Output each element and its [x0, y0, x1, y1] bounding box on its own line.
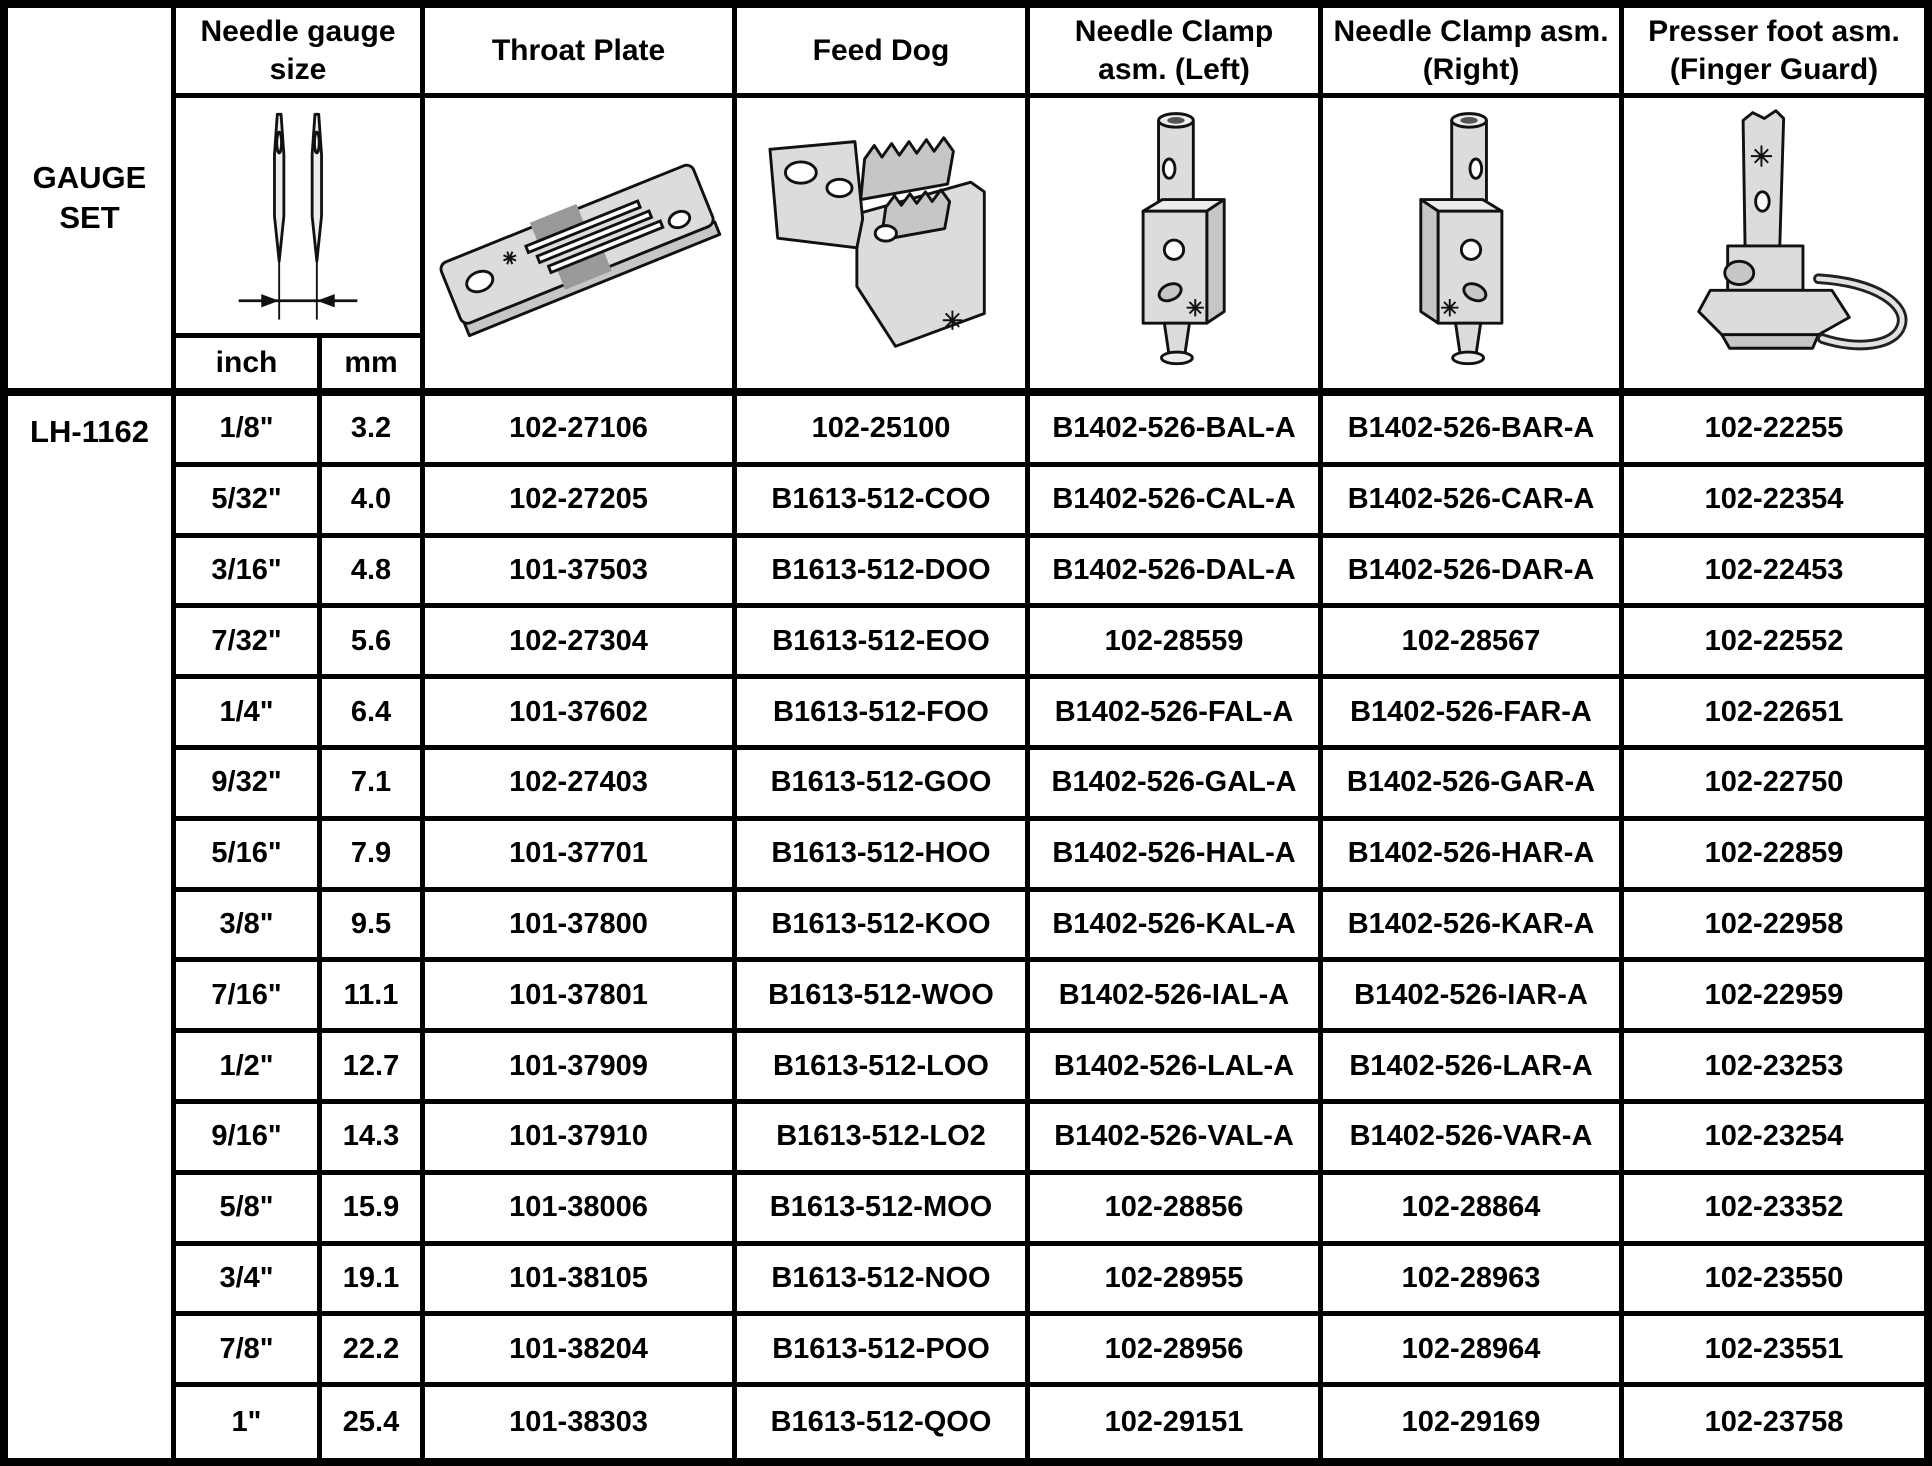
- corner-label: GAUGE SET: [8, 8, 176, 396]
- cell-feed-dog: B1613-512-KOO: [737, 892, 1030, 963]
- throat-plate-illustration-cell: [425, 98, 737, 396]
- cell-needle-clamp-left: B1402-526-LAL-A: [1030, 1033, 1323, 1104]
- cell-throat-plate: 102-27106: [425, 396, 737, 467]
- cell-mm: 12.7: [322, 1033, 425, 1104]
- cell-inch: 3/8": [176, 892, 322, 963]
- presser-foot-icon: [1629, 103, 1919, 383]
- cell-presser-foot: 102-23551: [1624, 1316, 1924, 1387]
- cell-inch: 1/4": [176, 679, 322, 750]
- cell-presser-foot: 102-22958: [1624, 892, 1924, 963]
- column-header-needle-clamp-right: Needle Clamp asm. (Right): [1323, 8, 1624, 98]
- needle-clamp-right-illustration-cell: [1323, 98, 1624, 396]
- cell-needle-clamp-right: B1402-526-VAR-A: [1323, 1104, 1624, 1175]
- cell-needle-clamp-right: 102-28864: [1323, 1175, 1624, 1246]
- cell-throat-plate: 101-38105: [425, 1246, 737, 1317]
- cell-inch: 7/32": [176, 608, 322, 679]
- cell-throat-plate: 102-27205: [425, 467, 737, 538]
- cell-presser-foot: 102-22651: [1624, 679, 1924, 750]
- cell-inch: 5/16": [176, 821, 322, 892]
- feed-dog-illustration-cell: [737, 98, 1030, 396]
- needle-gauge-illustration-cell: [176, 98, 425, 338]
- cell-throat-plate: 101-37801: [425, 962, 737, 1033]
- cell-throat-plate: 101-37909: [425, 1033, 737, 1104]
- needle-clamp-right-icon: [1381, 103, 1561, 383]
- cell-needle-clamp-left: B1402-526-VAL-A: [1030, 1104, 1323, 1175]
- cell-feed-dog: B1613-512-QOO: [737, 1387, 1030, 1458]
- cell-inch: 7/16": [176, 962, 322, 1033]
- cell-needle-clamp-right: B1402-526-IAR-A: [1323, 962, 1624, 1033]
- cell-mm: 5.6: [322, 608, 425, 679]
- cell-needle-clamp-right: 102-28567: [1323, 608, 1624, 679]
- cell-presser-foot: 102-22255: [1624, 396, 1924, 467]
- cell-inch: 3/16": [176, 538, 322, 609]
- cell-needle-clamp-left: B1402-526-GAL-A: [1030, 750, 1323, 821]
- cell-mm: 7.9: [322, 821, 425, 892]
- cell-throat-plate: 101-37701: [425, 821, 737, 892]
- cell-mm: 19.1: [322, 1246, 425, 1317]
- cell-needle-clamp-left: B1402-526-BAL-A: [1030, 396, 1323, 467]
- cell-presser-foot: 102-23253: [1624, 1033, 1924, 1104]
- cell-feed-dog: B1613-512-MOO: [737, 1175, 1030, 1246]
- column-header-needle-gauge-size: Needle gauge size: [176, 8, 425, 98]
- cell-presser-foot: 102-22354: [1624, 467, 1924, 538]
- presser-foot-illustration-cell: [1624, 98, 1924, 396]
- cell-inch: 5/32": [176, 467, 322, 538]
- cell-feed-dog: B1613-512-LO2: [737, 1104, 1030, 1175]
- cell-needle-clamp-left: B1402-526-FAL-A: [1030, 679, 1323, 750]
- cell-needle-clamp-right: B1402-526-FAR-A: [1323, 679, 1624, 750]
- cell-needle-clamp-right: B1402-526-GAR-A: [1323, 750, 1624, 821]
- cell-inch: 7/8": [176, 1316, 322, 1387]
- cell-mm: 7.1: [322, 750, 425, 821]
- cell-mm: 4.8: [322, 538, 425, 609]
- cell-needle-clamp-right: B1402-526-CAR-A: [1323, 467, 1624, 538]
- cell-needle-clamp-right: B1402-526-KAR-A: [1323, 892, 1624, 963]
- cell-presser-foot: 102-23254: [1624, 1104, 1924, 1175]
- cell-needle-clamp-left: B1402-526-IAL-A: [1030, 962, 1323, 1033]
- cell-needle-clamp-right: B1402-526-BAR-A: [1323, 396, 1624, 467]
- subheader-inch: inch: [176, 338, 322, 396]
- subheader-mm: mm: [322, 338, 425, 396]
- cell-feed-dog: B1613-512-GOO: [737, 750, 1030, 821]
- cell-feed-dog: B1613-512-POO: [737, 1316, 1030, 1387]
- cell-feed-dog: B1613-512-FOO: [737, 679, 1030, 750]
- cell-inch: 1/2": [176, 1033, 322, 1104]
- cell-presser-foot: 102-22859: [1624, 821, 1924, 892]
- cell-mm: 6.4: [322, 679, 425, 750]
- cell-presser-foot: 102-23758: [1624, 1387, 1924, 1458]
- cell-mm: 25.4: [322, 1387, 425, 1458]
- cell-throat-plate: 101-37602: [425, 679, 737, 750]
- cell-mm: 4.0: [322, 467, 425, 538]
- cell-mm: 3.2: [322, 396, 425, 467]
- cell-presser-foot: 102-22453: [1624, 538, 1924, 609]
- cell-needle-clamp-left: 102-29151: [1030, 1387, 1323, 1458]
- cell-needle-clamp-left: B1402-526-CAL-A: [1030, 467, 1323, 538]
- cell-needle-clamp-left: B1402-526-HAL-A: [1030, 821, 1323, 892]
- cell-feed-dog: B1613-512-LOO: [737, 1033, 1030, 1104]
- column-header-presser-foot: Presser foot asm. (Finger Guard): [1624, 8, 1924, 98]
- needle-clamp-left-icon: [1084, 103, 1264, 383]
- cell-throat-plate: 101-38006: [425, 1175, 737, 1246]
- cell-needle-clamp-left: B1402-526-KAL-A: [1030, 892, 1323, 963]
- cell-throat-plate: 101-38204: [425, 1316, 737, 1387]
- cell-throat-plate: 102-27304: [425, 608, 737, 679]
- cell-needle-clamp-left: B1402-526-DAL-A: [1030, 538, 1323, 609]
- cell-mm: 15.9: [322, 1175, 425, 1246]
- cell-inch: 5/8": [176, 1175, 322, 1246]
- column-header-feed-dog: Feed Dog: [737, 8, 1030, 98]
- cell-presser-foot: 102-22552: [1624, 608, 1924, 679]
- cell-needle-clamp-right: 102-28964: [1323, 1316, 1624, 1387]
- cell-feed-dog: B1613-512-COO: [737, 467, 1030, 538]
- cell-feed-dog: B1613-512-HOO: [737, 821, 1030, 892]
- cell-needle-clamp-left: 102-28856: [1030, 1175, 1323, 1246]
- needle-clamp-left-illustration-cell: [1030, 98, 1323, 396]
- cell-presser-foot: 102-23352: [1624, 1175, 1924, 1246]
- cell-needle-clamp-right: 102-28963: [1323, 1246, 1624, 1317]
- cell-presser-foot: 102-22750: [1624, 750, 1924, 821]
- cell-feed-dog: 102-25100: [737, 396, 1030, 467]
- cell-mm: 9.5: [322, 892, 425, 963]
- cell-needle-clamp-left: 102-28559: [1030, 608, 1323, 679]
- cell-needle-clamp-right: B1402-526-LAR-A: [1323, 1033, 1624, 1104]
- cell-needle-clamp-right: B1402-526-DAR-A: [1323, 538, 1624, 609]
- cell-mm: 11.1: [322, 962, 425, 1033]
- model-label: LH-1162: [8, 396, 176, 1458]
- cell-needle-clamp-right: B1402-526-HAR-A: [1323, 821, 1624, 892]
- cell-needle-clamp-left: 102-28956: [1030, 1316, 1323, 1387]
- cell-needle-clamp-left: 102-28955: [1030, 1246, 1323, 1317]
- cell-inch: 1/8": [176, 396, 322, 467]
- needle-gauge-icon: [180, 103, 416, 329]
- cell-throat-plate: 101-38303: [425, 1387, 737, 1458]
- cell-throat-plate: 101-37800: [425, 892, 737, 963]
- cell-throat-plate: 102-27403: [425, 750, 737, 821]
- column-header-needle-clamp-left: Needle Clamp asm. (Left): [1030, 8, 1323, 98]
- cell-throat-plate: 101-37503: [425, 538, 737, 609]
- cell-throat-plate: 101-37910: [425, 1104, 737, 1175]
- cell-feed-dog: B1613-512-NOO: [737, 1246, 1030, 1317]
- feed-dog-icon: [741, 103, 1021, 383]
- cell-presser-foot: 102-23550: [1624, 1246, 1924, 1317]
- cell-feed-dog: B1613-512-EOO: [737, 608, 1030, 679]
- cell-mm: 14.3: [322, 1104, 425, 1175]
- cell-inch: 9/16": [176, 1104, 322, 1175]
- cell-feed-dog: B1613-512-DOO: [737, 538, 1030, 609]
- column-header-throat-plate: Throat Plate: [425, 8, 737, 98]
- cell-feed-dog: B1613-512-WOO: [737, 962, 1030, 1033]
- cell-mm: 22.2: [322, 1316, 425, 1387]
- throat-plate-icon: [429, 103, 728, 383]
- cell-inch: 3/4": [176, 1246, 322, 1317]
- cell-presser-foot: 102-22959: [1624, 962, 1924, 1033]
- cell-needle-clamp-right: 102-29169: [1323, 1387, 1624, 1458]
- cell-inch: 9/32": [176, 750, 322, 821]
- cell-inch: 1": [176, 1387, 322, 1458]
